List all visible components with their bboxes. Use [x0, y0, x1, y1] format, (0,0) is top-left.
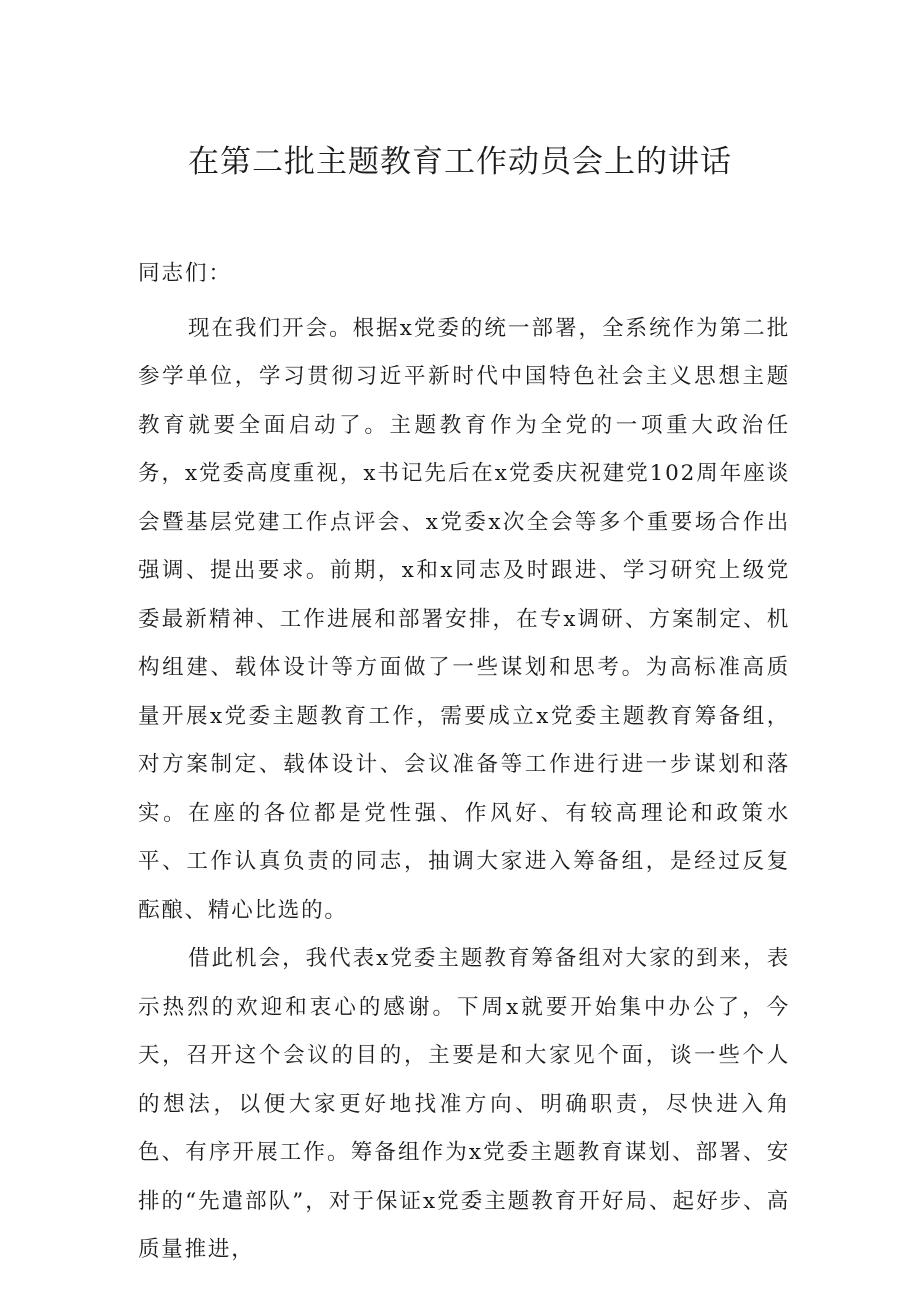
- salutation: 同志们：: [138, 261, 233, 286]
- paragraph-2: 借此机会，我代表x党委主题教育筹备组对大家的到来，表示热烈的欢迎和衷心的感谢。下周x就要开始集中办公了，今天，召开这个会议的目的，主要是和大家见个面，谈一些个人的想法，以便大家更好地找准方向、明确职责，尽快进入角色、有序开展工作。筹备组作为x党委主题教育谋划、部署、安排的“先遣部队”，对于保证x党委主题教育开好局、起好步、高质量推进，: [138, 946, 790, 1262]
- document-body: [138, 250, 790, 1275]
- paragraph-1: 现在我们开会。根据x党委的统一部署，全系统作为第二批参学单位，学习贯彻习近平新时代中国特色社会主义思想主题教育就要全面启动了。主题教育作为全党的一项重大政治任务，x党委高度重视，x书记先后在x党委庆祝建党102周年座谈会暨基层党建工作点评会、x党委x次全会等多个重要场合作出强调、提出要求。前期，x和x同志及时跟进、学习研究上级党委最新精神、工作进展和部署安排，在专x调研、方案制定、机构组建、载体设计等方面做了一些谋划和思考。为高标准高质量开展x党委主题教育工作，需要成立x党委主题教育筹备组，对方案制定、载体设计、会议准备等工作进行进一步谋划和落实。在座的各位都是党性强、作风好、有较高理论和政策水平、工作认真负责的同志，抽调大家进入筹备组，是经过反复酝酿、精心比选的。: [138, 315, 790, 923]
- document-title: 在第二批主题教育工作动员会上的讲话: [188, 144, 732, 180]
